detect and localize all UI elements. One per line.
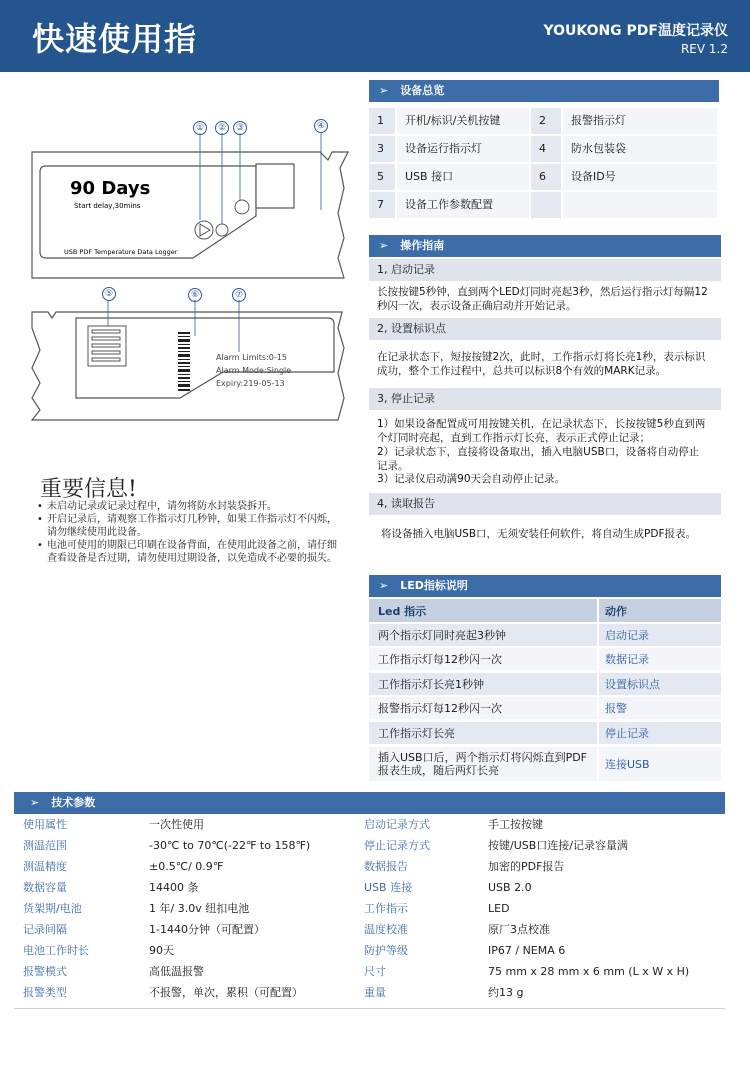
spec-key: 报警类型 [23, 986, 67, 999]
callout-3: ③ [233, 121, 247, 135]
guide-step-3-title: 3, 停止记录 [369, 388, 721, 410]
important-title: 重要信息! [40, 477, 137, 502]
spec-key: 启动记录方式 [364, 818, 430, 831]
led-action: 数据记录 [599, 648, 721, 670]
spec-value: 不报警，单次，累积（可配置） [149, 986, 303, 999]
ov-num: 1 [369, 108, 395, 134]
spec-value: USB 2.0 [488, 881, 532, 894]
spec-key: 使用属性 [23, 818, 67, 831]
spec-key: 记录间隔 [23, 923, 67, 936]
guide-step-1-text: 长按按键5秒钟，直到两个LED灯同时亮起3秒，然后运行指示灯每隔12秒闪一次，表示设备正确启动并开始记录。 [377, 286, 708, 312]
spec-value: 75 mm x 28 mm x 6 mm (L x W x H) [488, 965, 690, 978]
spec-value: 一次性使用 [149, 818, 204, 831]
status-led [235, 200, 249, 214]
page-header [0, 0, 750, 72]
spec-value: 约13 g [488, 986, 524, 999]
led-action: 启动记录 [599, 624, 721, 646]
ov-num: 7 [369, 192, 395, 218]
spec-value: 14400 条 [149, 881, 199, 894]
spec-value: ±0.5℃/ 0.9℉ [149, 860, 224, 873]
ov-label: 设备工作参数配置 [397, 192, 529, 218]
spec-key: 数据报告 [364, 860, 408, 873]
spec-key: USB 连接 [364, 881, 413, 894]
led-action: 连接USB [599, 747, 721, 781]
alarm-led [216, 224, 228, 236]
ov-num [531, 192, 561, 218]
led-indicator: 工作指示灯长亮 [369, 722, 597, 744]
ov-label: USB 接口 [397, 164, 529, 190]
led-action: 设置标识点 [599, 673, 721, 695]
ov-num: 6 [531, 164, 561, 190]
spec-value: IP67 / NEMA 6 [488, 944, 566, 957]
ov-label: 设备运行指示灯 [397, 136, 529, 162]
overview-heading: ➢ 设备总览 [369, 80, 719, 102]
led-indicator: 插入USB口后，两个指示灯将闪烁直到PDF报表生成，随后两灯长亮 [369, 747, 597, 781]
callout-7: ⑦ [232, 288, 246, 302]
divider [14, 1008, 725, 1009]
guide-step-3-text-1: 1）如果设备配置成可用按键关机，在记录状态下，长按按键5秒直到两个灯同时亮起，直到工作指示灯长亮，表示正式停止记录； [377, 418, 706, 444]
tech-heading: ➢ 技术参数 [14, 792, 725, 814]
ov-label: 设备ID号 [563, 164, 717, 190]
spec-key: 工作指示 [364, 902, 408, 915]
important-list [37, 500, 343, 565]
guide-step-4-text: 将设备插入电脑USB口，无须安装任何软件，将自动生成PDF报表。 [381, 528, 697, 540]
spec-value: 90天 [149, 944, 174, 957]
alarm-mode: Alarm Mode:Single [216, 366, 292, 375]
guide-heading: ➢ 操作指南 [369, 235, 721, 257]
guide-step-3-text-2: 2）记录状态下，直接将设备取出，插入电脑USB口，设备将自动停止 记录。 [377, 446, 700, 472]
callout-1: ① [193, 121, 207, 135]
led-col-indicator: Led 指示 [369, 599, 597, 622]
spec-value: 加密的PDF报告 [488, 860, 565, 873]
led-action: 报警 [599, 697, 721, 719]
spec-key: 重量 [364, 986, 386, 999]
ov-label: 防水包装袋 [563, 136, 717, 162]
led-col-action: 动作 [599, 599, 721, 622]
spec-value: 按键/USB口连接/记录容量满 [488, 839, 628, 852]
spec-value: 1-1440分钟（可配置） [149, 923, 265, 936]
spec-value: 原厂3点校准 [488, 923, 550, 936]
spec-key: 尺寸 [364, 965, 386, 978]
spec-value: LED [488, 902, 510, 915]
device-back-drawing [28, 288, 358, 438]
important-item: • 电池可使用的期限已印刷在设备背面，在使用此设备之前，请仔细查看设备是否过期，请勿使用过期设备，以免造成不必要的损失。 [37, 539, 343, 565]
spec-key: 货架期/电池 [23, 902, 82, 915]
revision: REV 1.2 [680, 42, 728, 56]
important-item: • 未启动记录或记录过程中，请勿将防水封装袋拆开。 [37, 500, 343, 513]
spec-key: 测温范围 [23, 839, 67, 852]
ov-label [563, 192, 717, 218]
led-indicator: 工作指示灯每12秒闪一次 [369, 648, 597, 670]
guide-step-2-text: 在记录状态下，短按按键2次，此时，工作指示灯将长亮1秒，表示标识成功，整个工作过程中，总共可以标识8个有效的MARK记录。 [377, 351, 706, 377]
expiry: Expiry:219-05-13 [216, 379, 285, 388]
ov-label: 报警指示灯 [563, 108, 717, 134]
spec-key: 数据容量 [23, 881, 67, 894]
led-indicator: 报警指示灯每12秒闪一次 [369, 697, 597, 719]
ov-num: 3 [369, 136, 395, 162]
callout-4: ④ [314, 119, 328, 133]
alarm-limits: Alarm Limits:0-15 [216, 353, 287, 362]
spec-value: 手工按按键 [488, 818, 543, 831]
device-front-drawing [28, 118, 358, 286]
ov-label: 开机/标识/关机按键 [397, 108, 529, 134]
spec-value: -30℃ to 70℃(-22℉ to 158℉) [149, 839, 311, 852]
ov-num: 4 [531, 136, 561, 162]
page-title: 快速使用指 [32, 20, 198, 58]
spec-key: 报警模式 [23, 965, 67, 978]
callout-2: ② [215, 121, 229, 135]
led-indicator: 工作指示灯长亮1秒钟 [369, 673, 597, 695]
guide-step-2-title: 2, 设置标识点 [369, 318, 721, 340]
guide-step-4-title: 4, 读取报告 [369, 493, 721, 515]
spec-key: 温度校准 [364, 923, 408, 936]
device-label: USB PDF Temperature Data Logger [64, 248, 178, 256]
led-heading: ➢ LED指标说明 [369, 575, 721, 597]
guide-step-3-text-3: 3）记录仪启动满90天会自动停止记录。 [377, 473, 566, 485]
spec-value: 1 年/ 3.0v 纽扣电池 [149, 902, 250, 915]
spec-key: 防护等级 [364, 944, 408, 957]
led-action: 停止记录 [599, 722, 721, 744]
important-item: • 开启记录后，请观察工作指示灯几秒钟，如果工作指示灯不闪烁，请勿继续使用此设备。 [37, 513, 343, 539]
spec-key: 电池工作时长 [23, 944, 89, 957]
spec-value: 高低温报警 [149, 965, 204, 978]
callout-6: ⑥ [188, 288, 202, 302]
spec-key: 停止记录方式 [364, 839, 430, 852]
ov-num: 5 [369, 164, 395, 190]
spec-key: 测温精度 [23, 860, 67, 873]
product-name: YOUKONG PDF温度记录仪 [543, 23, 728, 39]
guide-step-1-title: 1, 启动记录 [369, 259, 721, 281]
days-label: 90 Days [70, 178, 151, 199]
led-indicator: 两个指示灯同时亮起3秒钟 [369, 624, 597, 646]
ov-num: 2 [531, 108, 561, 134]
start-delay: Start delay,30mins [74, 202, 141, 210]
callout-5: ⑤ [102, 287, 116, 301]
